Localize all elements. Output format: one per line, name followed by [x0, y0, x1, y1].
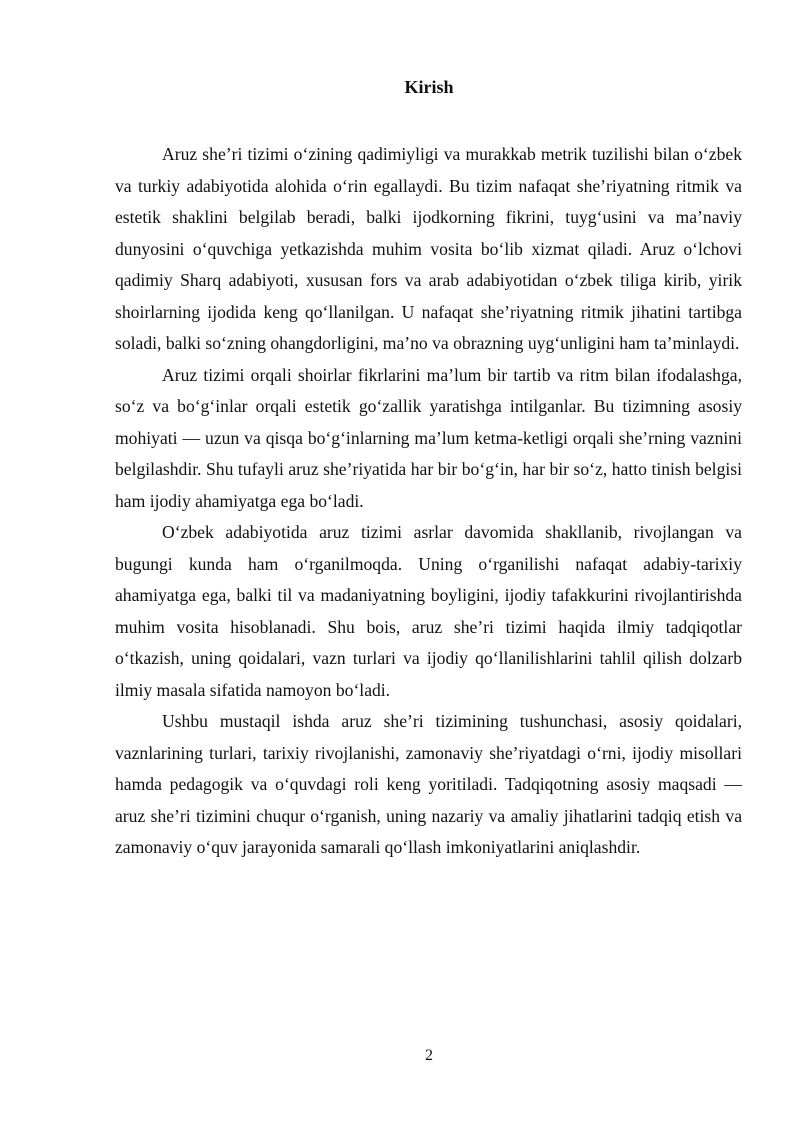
paragraph: O‘zbek adabiyotida aruz tizimi asrlar davomida shakllanib, rivojlangan va bugungi kunda ham o‘rganilmoqda. Uning o‘rganilishi nafaqat adabiy-tarixiy ahamiyatga ega, balki til va madaniyatning boyligini, ijodiy tafakkurini rivojlantirishda muhim vosita hisoblanadi. Shu bois, aruz she’ri tizimi haqida ilmiy tadqiqotlar o‘tkazish, uning qoidalari, vazn turlari va ijodiy qo‘llanilishlarini tahlil qilish dolzarb ilmiy masala sifatida namoyon bo‘ladi.	[115, 522, 742, 700]
page-number: 2	[425, 1047, 433, 1064]
paragraph: Aruz she’ri tizimi o‘zining qadimiyligi va murakkab metrik tuzilishi bilan o‘zbek va turkiy adabiyotida alohida o‘rin egallaydi. Bu tizim nafaqat she’riyatning ritmik va estetik shaklini belgilab beradi, balki ijodkorning fikrini, tuyg‘usini va ma’naviy dunyosini o‘quvchiga yetkazishda muhim vosita bo‘lib xizmat qiladi. Aruz o‘lchovi qadimiy Sharq adabiyoti, xususan fors va arab adabiyotidan o‘zbek tiliga kirib, yirik shoirlarning ijodida keng qo‘llanilgan. U nafaqat she’riyatning ritmik jihatini tartibga soladi, balki so‘zning ohangdorligini, ma’no va obrazning uyg‘unligini ham ta’minlaydi.	[115, 144, 742, 353]
paragraph: Aruz tizimi orqali shoirlar fikrlarini ma’lum bir tartib va ritm bilan ifodalashga, so‘z va bo‘g‘inlar orqali estetik go‘zallik yaratishga intilganlar. Bu tizimning asosiy mohiyati — uzun va qisqa bo‘g‘inlarning ma’lum ketma-ketligi orqali she’rning vaznini belgilashdir. Shu tufayli aruz she’riyatida har bir bo‘g‘in, har bir so‘z, hatto tinish belgisi ham ijodiy ahamiyatga ega bo‘ladi.	[115, 364, 742, 511]
paragraph: Ushbu mustaqil ishda aruz she’ri tizimining tushunchasi, asosiy qoidalari, vaznlarining turlari, tarixiy rivojlanishi, zamonaviy she’riyatdagi o‘rni, ijodiy misollari hamda pedagogik va o‘quvdagi roli keng yoritiladi. Tadqiqotning asosiy maqsadi — aruz she’ri tizimini chuqur o‘rganish, uning nazariy va amaliy jihatlarini tadqiq etish va zamonaviy o‘quv jarayonida samarali qo‘llash imkoniyatlarini aniqlashdir.	[115, 711, 742, 857]
page-title: Kirish	[404, 77, 454, 97]
body-text	[115, 139, 742, 864]
